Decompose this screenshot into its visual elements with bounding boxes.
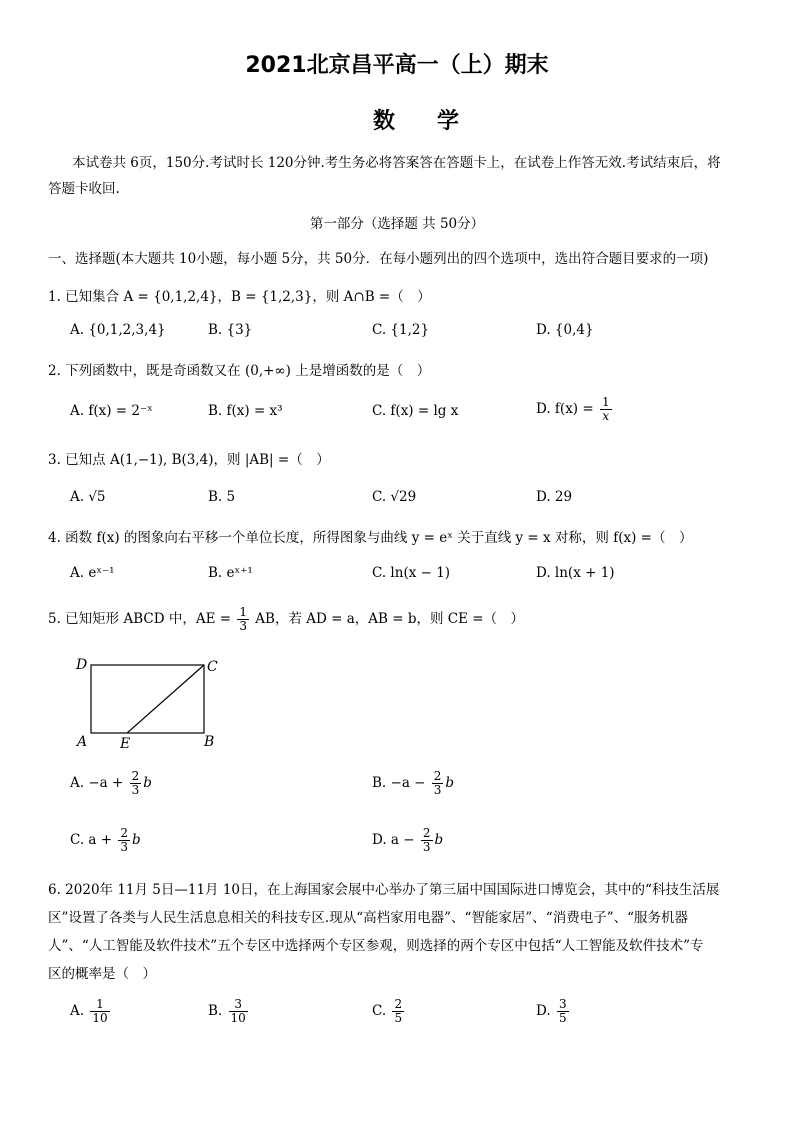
question-6-stem-line-3: 人”、“人工智能及软件技术”五个专区中选择两个专区参观，则选择的两个专区中包括“人工智能及软件技术”专 <box>48 938 704 954</box>
q5-option-a: A. −a + $\frac{2}{3}$ b <box>70 769 152 797</box>
subject-title: 数学 <box>372 109 501 134</box>
q4-option-d: D. ln(x + 1) <box>536 565 615 581</box>
q5-option-b-label: B. −a − <box>372 775 426 791</box>
label-c: C <box>207 659 218 675</box>
q6-option-b <box>208 998 250 1025</box>
q6-option-c-label: C. <box>372 1003 387 1019</box>
question-5-stem <box>48 606 524 633</box>
q5-option-d: D. a − $\frac{2}{3}$ b <box>372 826 444 854</box>
q4-option-c: C. ln(x − 1) <box>372 565 451 581</box>
page-title: 2021北京昌平高一（上）期末 <box>245 53 549 78</box>
label-d: D <box>76 657 88 673</box>
q6-option-a <box>70 998 112 1025</box>
q1-option-c: C. {1,2} <box>372 322 430 338</box>
q5-option-b-fraction: $\frac{2}{3}$ <box>433 769 442 797</box>
q6-option-b-fraction: $\frac{3}{10}$ <box>230 997 246 1025</box>
q5-option-a-label: A. −a + <box>70 775 124 791</box>
question-3-stem: 3. 已知点 A(1,−1), B(3,4)，则 |AB| =（ ） <box>48 452 330 468</box>
q5-option-b: B. −a − $\frac{2}{3}$ b <box>372 769 455 797</box>
label-b: B <box>204 734 215 750</box>
q3-option-a: A. √5 <box>70 489 106 505</box>
q6-option-d-label: D. <box>536 1003 551 1019</box>
q5-stem-part2: AB，若 AD = a，AB = b，则 CE =（ ） <box>255 611 525 627</box>
q2-option-d-label: D. f(x) = <box>536 401 594 417</box>
question-6-stem-line-1: 6. 2020年 11月 5日—11月 10日，在上海国家会展中心举办了第三届中国国际进口博览会，其中的“科技生活展 <box>48 882 720 898</box>
q5-option-c: C. a + $\frac{2}{3}$ b <box>70 826 141 854</box>
q5-stem-part1: 5. 已知矩形 ABCD 中，AE = <box>48 611 232 627</box>
q2-option-b: B. f(x) = x³ <box>208 403 283 419</box>
section-heading: 一、选择题(本大题共 10小题，每小题 5分，共 50分．在每小题列出的四个选项中，选出符合题目要求的一项) <box>48 251 709 267</box>
intro-line-1: 本试卷共 6页，150分.考试时长 120分钟.考生务必将答案答在答题卡上，在试卷上作答无效.考试结束后，将 <box>72 155 721 171</box>
q5-option-d-fraction: $\frac{2}{3}$ <box>422 826 431 854</box>
q4-option-a: A. eˣ⁻¹ <box>70 565 115 581</box>
q6-option-d <box>536 998 571 1025</box>
part-heading: 第一部分（选择题 共 50分） <box>309 216 485 232</box>
q5-option-a-fraction: $\frac{2}{3}$ <box>131 769 140 797</box>
label-e: E <box>120 736 131 752</box>
q6-option-a-label: A. <box>70 1003 85 1019</box>
question-2-stem: 2. 下列函数中，既是奇函数又在 (0,+∞) 上是增函数的是（ ） <box>48 363 431 379</box>
q3-option-d: D. 29 <box>536 489 573 505</box>
q6-option-c <box>372 998 406 1025</box>
q5-option-c-fraction: $\frac{2}{3}$ <box>120 826 129 854</box>
q1-option-b: B. {3} <box>208 322 253 338</box>
q1-option-d: D. {0,4} <box>536 322 594 338</box>
q2-option-c: C. f(x) = lg x <box>372 403 459 419</box>
segment-ce <box>127 665 204 733</box>
question-4-stem: 4. 函数 f(x) 的图象向右平移一个单位长度，所得图象与曲线 y = eˣ 关于直线 y = x 对称，则 f(x) =（ ） <box>48 530 693 546</box>
rectangle-figure <box>70 652 230 752</box>
q1-option-a: A. {0,1,2,3,4} <box>70 322 166 338</box>
q5-option-c-label: C. a + <box>70 832 113 848</box>
rectangle-abcd <box>91 665 204 733</box>
intro-line-2: 答题卡收回. <box>48 181 120 197</box>
label-a: A <box>77 734 88 750</box>
q5-option-d-label: D. a − <box>372 832 415 848</box>
question-6-stem-line-2: 区”设置了各类与人民生活息息相关的科技专区.现从“高档家用电器”、“智能家居”、“消费电子”、“服务机器 <box>48 910 689 926</box>
q2-option-a: A. f(x) = 2⁻ˣ <box>70 403 153 419</box>
question-6-stem-line-4: 区的概率是（ ） <box>48 966 156 982</box>
question-1-stem: 1. 已知集合 A = {0,1,2,4}，B = {1,2,3}，则 A∩B =（ ） <box>48 289 431 305</box>
q3-option-c: C. √29 <box>372 489 417 505</box>
q6-option-b-label: B. <box>208 1003 223 1019</box>
q5-stem-fraction: $\frac{1}{3}$ <box>239 605 247 633</box>
q3-option-b: B. 5 <box>208 489 236 505</box>
q4-option-b: B. eˣ⁺¹ <box>208 565 253 581</box>
q6-option-a-fraction: $\frac{1}{10}$ <box>92 997 108 1025</box>
q6-option-d-fraction: $\frac{3}{5}$ <box>558 997 567 1025</box>
q2-option-d-fraction: $\frac{1}{x}$ <box>601 395 610 423</box>
q2-option-d <box>536 396 614 423</box>
q6-option-c-fraction: $\frac{2}{5}$ <box>394 997 403 1025</box>
